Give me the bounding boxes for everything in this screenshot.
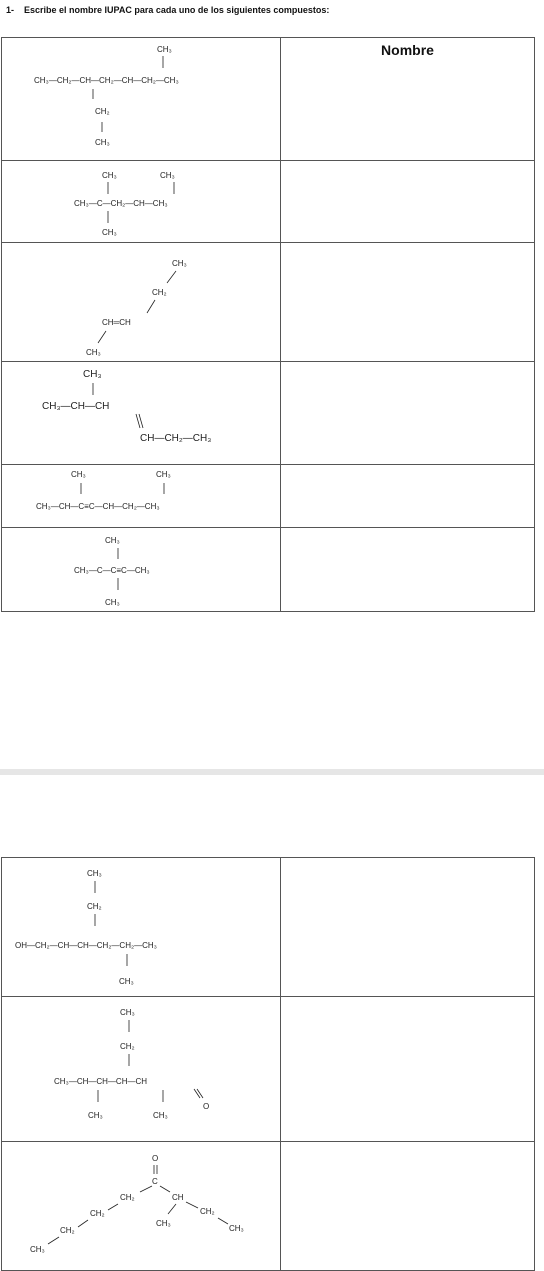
main-chain: CH₃—CH—CH—CH—CH [54,1077,148,1086]
compounds-table-1 [1,37,535,612]
compound-3-structure [2,243,280,361]
compound-6-structure [2,528,280,611]
branch-ch3: CH₃ [95,138,110,147]
name-cell[interactable] [281,858,535,997]
table-row [2,1142,535,1271]
branch-ch2: CH₂ [95,107,110,116]
branch-ch3: CH₃ [105,598,120,607]
ch2-group: CH₂ [90,1209,105,1218]
instruction-heading [6,5,329,15]
ch3-end: CH₃ [30,1245,45,1254]
column-header-nombre: Nombre [381,42,434,58]
compounds-table-2 [1,857,535,1271]
compound-1-structure [2,38,280,160]
branch-ch3: CH₃ [105,536,120,545]
branch-ch3: CH₃ [102,228,117,237]
main-chain: OH—CH₂—CH—CH—CH₂—CH₂—CH₃ [15,941,157,950]
structure-cell [2,243,281,362]
branch-ch3: CH₃ [153,1111,168,1120]
main-chain: CH₃—CH—C≡C—CH—CH₂—CH₃ [36,502,160,511]
branch-ch3: CH₃ [120,1008,135,1017]
structure-cell [2,362,281,465]
table-row [2,465,535,528]
carbonyl-oxygen: O [152,1154,159,1163]
branch-ch3: CH₃ [83,369,102,380]
name-cell[interactable] [281,161,535,243]
ch-group: CH [172,1193,184,1202]
structure-cell [2,528,281,612]
branch-ch3: CH₃ [157,45,172,54]
name-cell[interactable] [281,465,535,528]
table-row [2,38,535,161]
compound-2-structure [2,161,280,242]
compound-9-structure [2,1142,280,1270]
branch-ch3: CH₃ [71,470,86,479]
branch-ch3: CH₃ [87,869,102,878]
double-bond-group: CH═CH [102,318,131,327]
branch-ch3: CH₃ [156,1219,171,1228]
table-row [2,528,535,612]
name-cell[interactable] [281,362,535,465]
table-row [2,161,535,243]
main-chain: CH₃—C—CH₂—CH—CH₃ [74,199,168,208]
structure-cell [2,1142,281,1271]
name-cell[interactable] [281,243,535,362]
compound-4-structure [2,362,280,464]
instruction-text: Escribe el nombre IUPAC para cada uno de los siguientes compuestos: [24,5,330,15]
table-row [2,858,535,997]
structure-cell [2,465,281,528]
branch-ch3: CH₃ [156,470,171,479]
structure-cell [2,38,281,161]
structure-cell [2,161,281,243]
name-cell[interactable] [281,528,535,612]
table-row [2,997,535,1142]
main-chain: CH₃—CH₂—CH—CH₂—CH—CH₂—CH₃ [34,76,179,85]
compound-7-structure [2,858,280,996]
ch3-end: CH₃ [229,1224,244,1233]
structure-cell [2,997,281,1142]
page-separator [0,769,544,775]
branch-ch2: CH₂ [87,902,102,911]
branch-ch2: CH₂ [120,1042,135,1051]
structure-cell [2,858,281,997]
compound-5-structure [2,465,280,527]
ch2-group: CH₂ [120,1193,135,1202]
ch2-group: CH₂ [200,1207,215,1216]
ch3-end: CH₃ [172,259,187,268]
carbonyl-oxygen: O [203,1102,210,1111]
branch-ch3: CH₃ [88,1111,103,1120]
branch-ch3: CH₃ [160,171,175,180]
question-number: 1- [6,5,15,15]
ch2-group: CH₂ [152,288,167,297]
table-row [2,362,535,465]
compound-8-structure [2,997,280,1141]
table-row [2,243,535,362]
name-cell[interactable] [281,38,535,161]
ch3-end: CH₃ [86,348,101,357]
ch2-group: CH₂ [60,1226,75,1235]
main-chain: CH₃—C—C≡C—CH₃ [74,566,150,575]
main-chain: CH₃—CH—CH [42,401,110,412]
branch-ch3: CH₃ [119,977,134,986]
name-cell[interactable] [281,997,535,1142]
branch-ch3: CH₃ [102,171,117,180]
lower-chain: CH—CH₂—CH₃ [140,433,212,444]
name-cell[interactable] [281,1142,535,1271]
carbonyl-carbon: C [152,1177,158,1186]
